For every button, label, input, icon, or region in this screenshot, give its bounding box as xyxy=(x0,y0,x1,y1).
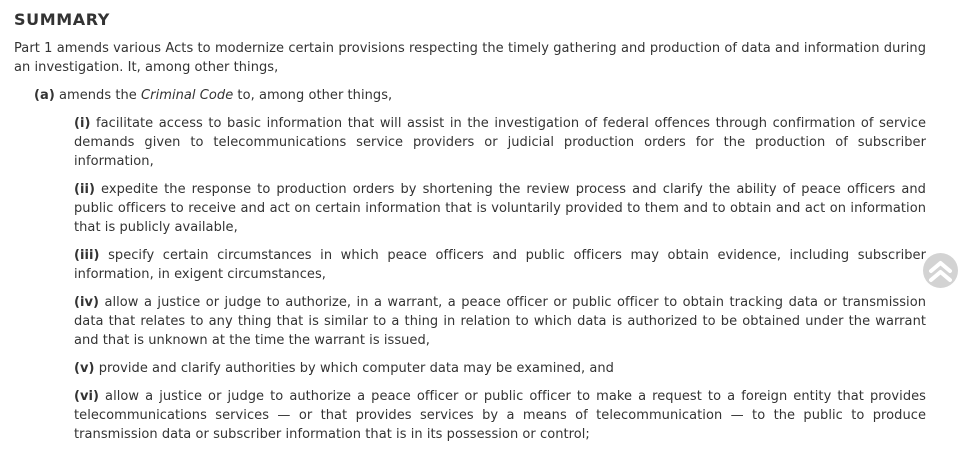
subparagraph-iv xyxy=(74,293,926,350)
subparagraph-text: expedite the response to production orders by shortening the review process and clarify the ability of peace officers and public officers to receive and act on certain information that is voluntarily provided to them and to obtain and act on information that is publicly available, xyxy=(74,182,926,235)
subparagraph-ii xyxy=(74,180,926,237)
subparagraph-label: (vi) xyxy=(74,389,100,404)
subparagraph-v xyxy=(74,359,926,378)
paragraph-a xyxy=(34,86,926,105)
paragraph-a-text-after: to, among other things, xyxy=(233,88,393,103)
subparagraph-label: (i) xyxy=(74,116,91,131)
document-body xyxy=(14,10,926,453)
summary-heading: SUMMARY xyxy=(14,10,110,29)
subparagraph-vi xyxy=(74,387,926,444)
subparagraph-label: (iii) xyxy=(74,248,100,263)
subparagraph-text: allow a justice or judge to authorize, in a warrant, a peace officer or public officer to obtain tracking data or transmission data that relates to any thing that is similar to a thing in relation to which data is authorized to be obtained under the warrant and that is unknown at the time the warrant is issued, xyxy=(74,295,926,348)
subparagraph-label: (iv) xyxy=(74,295,100,310)
intro-paragraph: Part 1 amends various Acts to modernize certain provisions respecting the timely gathering and production of data and information during an investigation. It, among other things, xyxy=(14,41,926,75)
subparagraph-text: facilitate access to basic information that will assist in the investigation of federal offences through confirmation of service demands given to telecommunications service providers or judicial production orders for the production of subscriber information, xyxy=(74,116,926,169)
paragraph-a-text-before: amends the xyxy=(54,88,142,103)
subparagraph-text: specify certain circumstances in which peace officers and public officers may obtain evidence, including subscriber information, in exigent circumstances, xyxy=(74,248,926,282)
subparagraph-text: provide and clarify authorities by which computer data may be examined, and xyxy=(94,361,614,376)
subparagraph-text: allow a justice or judge to authorize a peace officer or public officer to make a request to a foreign entity that provides telecommunications services — or that provides services by a means of telecommunication — to the public to produce transmission data or subscriber information that is in its possession or control; xyxy=(74,389,926,442)
criminal-code-title: Criminal Code xyxy=(141,88,234,103)
subparagraph-label: (ii) xyxy=(74,182,95,197)
scroll-to-top-button[interactable] xyxy=(923,253,958,288)
subparagraph-i xyxy=(74,114,926,171)
double-chevron-up-icon xyxy=(923,253,958,288)
subparagraph-label: (v) xyxy=(74,361,95,376)
paragraph-a-label: (a) xyxy=(34,88,55,103)
subparagraph-iii xyxy=(74,246,926,284)
